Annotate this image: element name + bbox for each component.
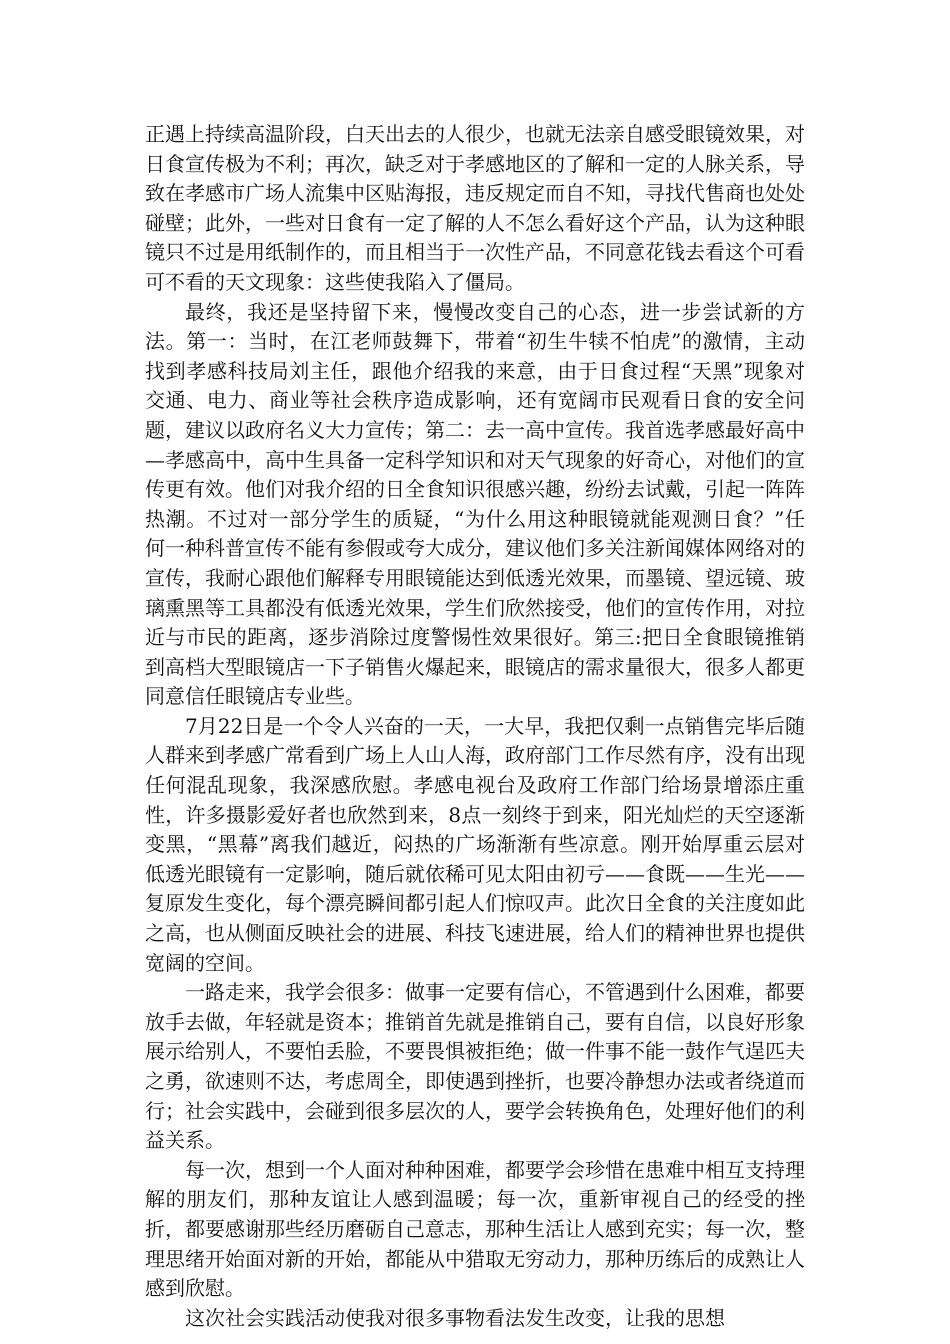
paragraph-2: 最终，我还是坚持留下来，慢慢改变自己的心态，进一步尝试新的方法。第一：当时，在江老师鼓舞下，带着“初生牛犊不怕虎”的激情，主动找到孝感科技局刘主任，跟他介绍我的来意，由于日食过程“天黑”现象对交通、电力、商业等社会秩序造成影响，还有宽阔市民观看日食的安全问题，建议以政府名义大力宣传；第二：去一高中宣传。我首选孝感最好高中—孝感高中，高中生具备一定科学知识和对天气现象的好奇心，对他们的宣传更有效。他们对我介绍的日全食知识很感兴趣，纷纷去试戴，引起一阵阵热潮。不过对一部分学生的质疑，“为什么用这种眼镜就能观测日食？”任何一种科普宣传不能有参假或夸大成分，建议他们多关注新闻媒体网络对的宣传，我耐心跟他们解释专用眼镜能达到低透光效果，而墨镜、望远镜、玻璃熏黑等工具都没有低透光效果，学生们欣然接受，他们的宣传作用，对拉近与市民的距离，逐步消除过度警惕性效果很好。第三:把日全食眼镜推销到高档大型眼镜店一下子销售火爆起来，眼镜店的需求量很大，很多人都更同意信任眼镜店专业些。 — [145, 299, 805, 709]
paragraph-6: 这次社会实践活动使我对很多事物看法发生改变，让我的思想 — [185, 1305, 725, 1330]
paragraph-4: 一路走来，我学会很多：做事一定要有信心，不管遇到什么困难，都要放手去做，年轻就是资本；推销首先就是推销自己，要有自信，以良好形象展示给别人，不要怕丢脸，不要畏惧被拒绝；做一件事不能一鼓作气逞匹夫之勇，欲速则不达，考虑周全，即使遇到挫折，也要冷静想办法或者绕道而行；社会实践中，会碰到很多层次的人，要学会转换角色，处理好他们的利益关系。 — [145, 980, 805, 1153]
document-page — [145, 120, 805, 1333]
paragraph-5: 每一次，想到一个人面对种种困难，都要学会珍惜在患难中相互支持理解的朋友们，那种友谊让人感到温暖；每一次，重新审视自己的经受的挫折，都要感谢那些经历磨砺自己意志，那种生活让人感到充实；每一次，整理思绪开始面对新的开始，都能从中猎取无穷动力，那种历练后的成熟让人感到欣慰。 — [145, 1157, 805, 1301]
paragraph-3: 7月22日是一个令人兴奋的一天，一大早，我把仅剩一点销售完毕后随人群来到孝感广常看到广场上人山人海，政府部门工作尽然有序，没有出现任何混乱现象，我深感欣慰。孝感电视台及政府工作部门给场景增添庄重性，许多摄影爱好者也欣然到来，8点一刻终于到来，阳光灿烂的天空逐渐变黑，“黑幕”离我们越近，闷热的广场渐渐有些凉意。刚开始厚重云层对低透光眼镜有一定影响，随后就依稀可见太阳由初亏——食既——生光——复原发生变化，每个漂亮瞬间都引起人们惊叹声。此次日全食的关注度如此之高，也从侧面反映社会的进展、科技飞速进展，给人们的精神世界也提供宽阔的空间。 — [145, 713, 805, 975]
paragraph-1: 正遇上持续高温阶段，白天出去的人很少，也就无法亲自感受眼镜效果，对日食宣传极为不利；再次，缺乏对于孝感地区的了解和一定的人脉关系，导致在孝感市广场人流集中区贴海报，违反规定而自不知，寻找代售商也处处碰壁；此外，一些对日食有一定了解的人不怎么看好这个产品，认为这种眼镜只不过是用纸制作的，而且相当于一次性产品，不同意花钱去看这个可看可不看的天文现象：这些使我陷入了僵局。 — [145, 122, 805, 294]
